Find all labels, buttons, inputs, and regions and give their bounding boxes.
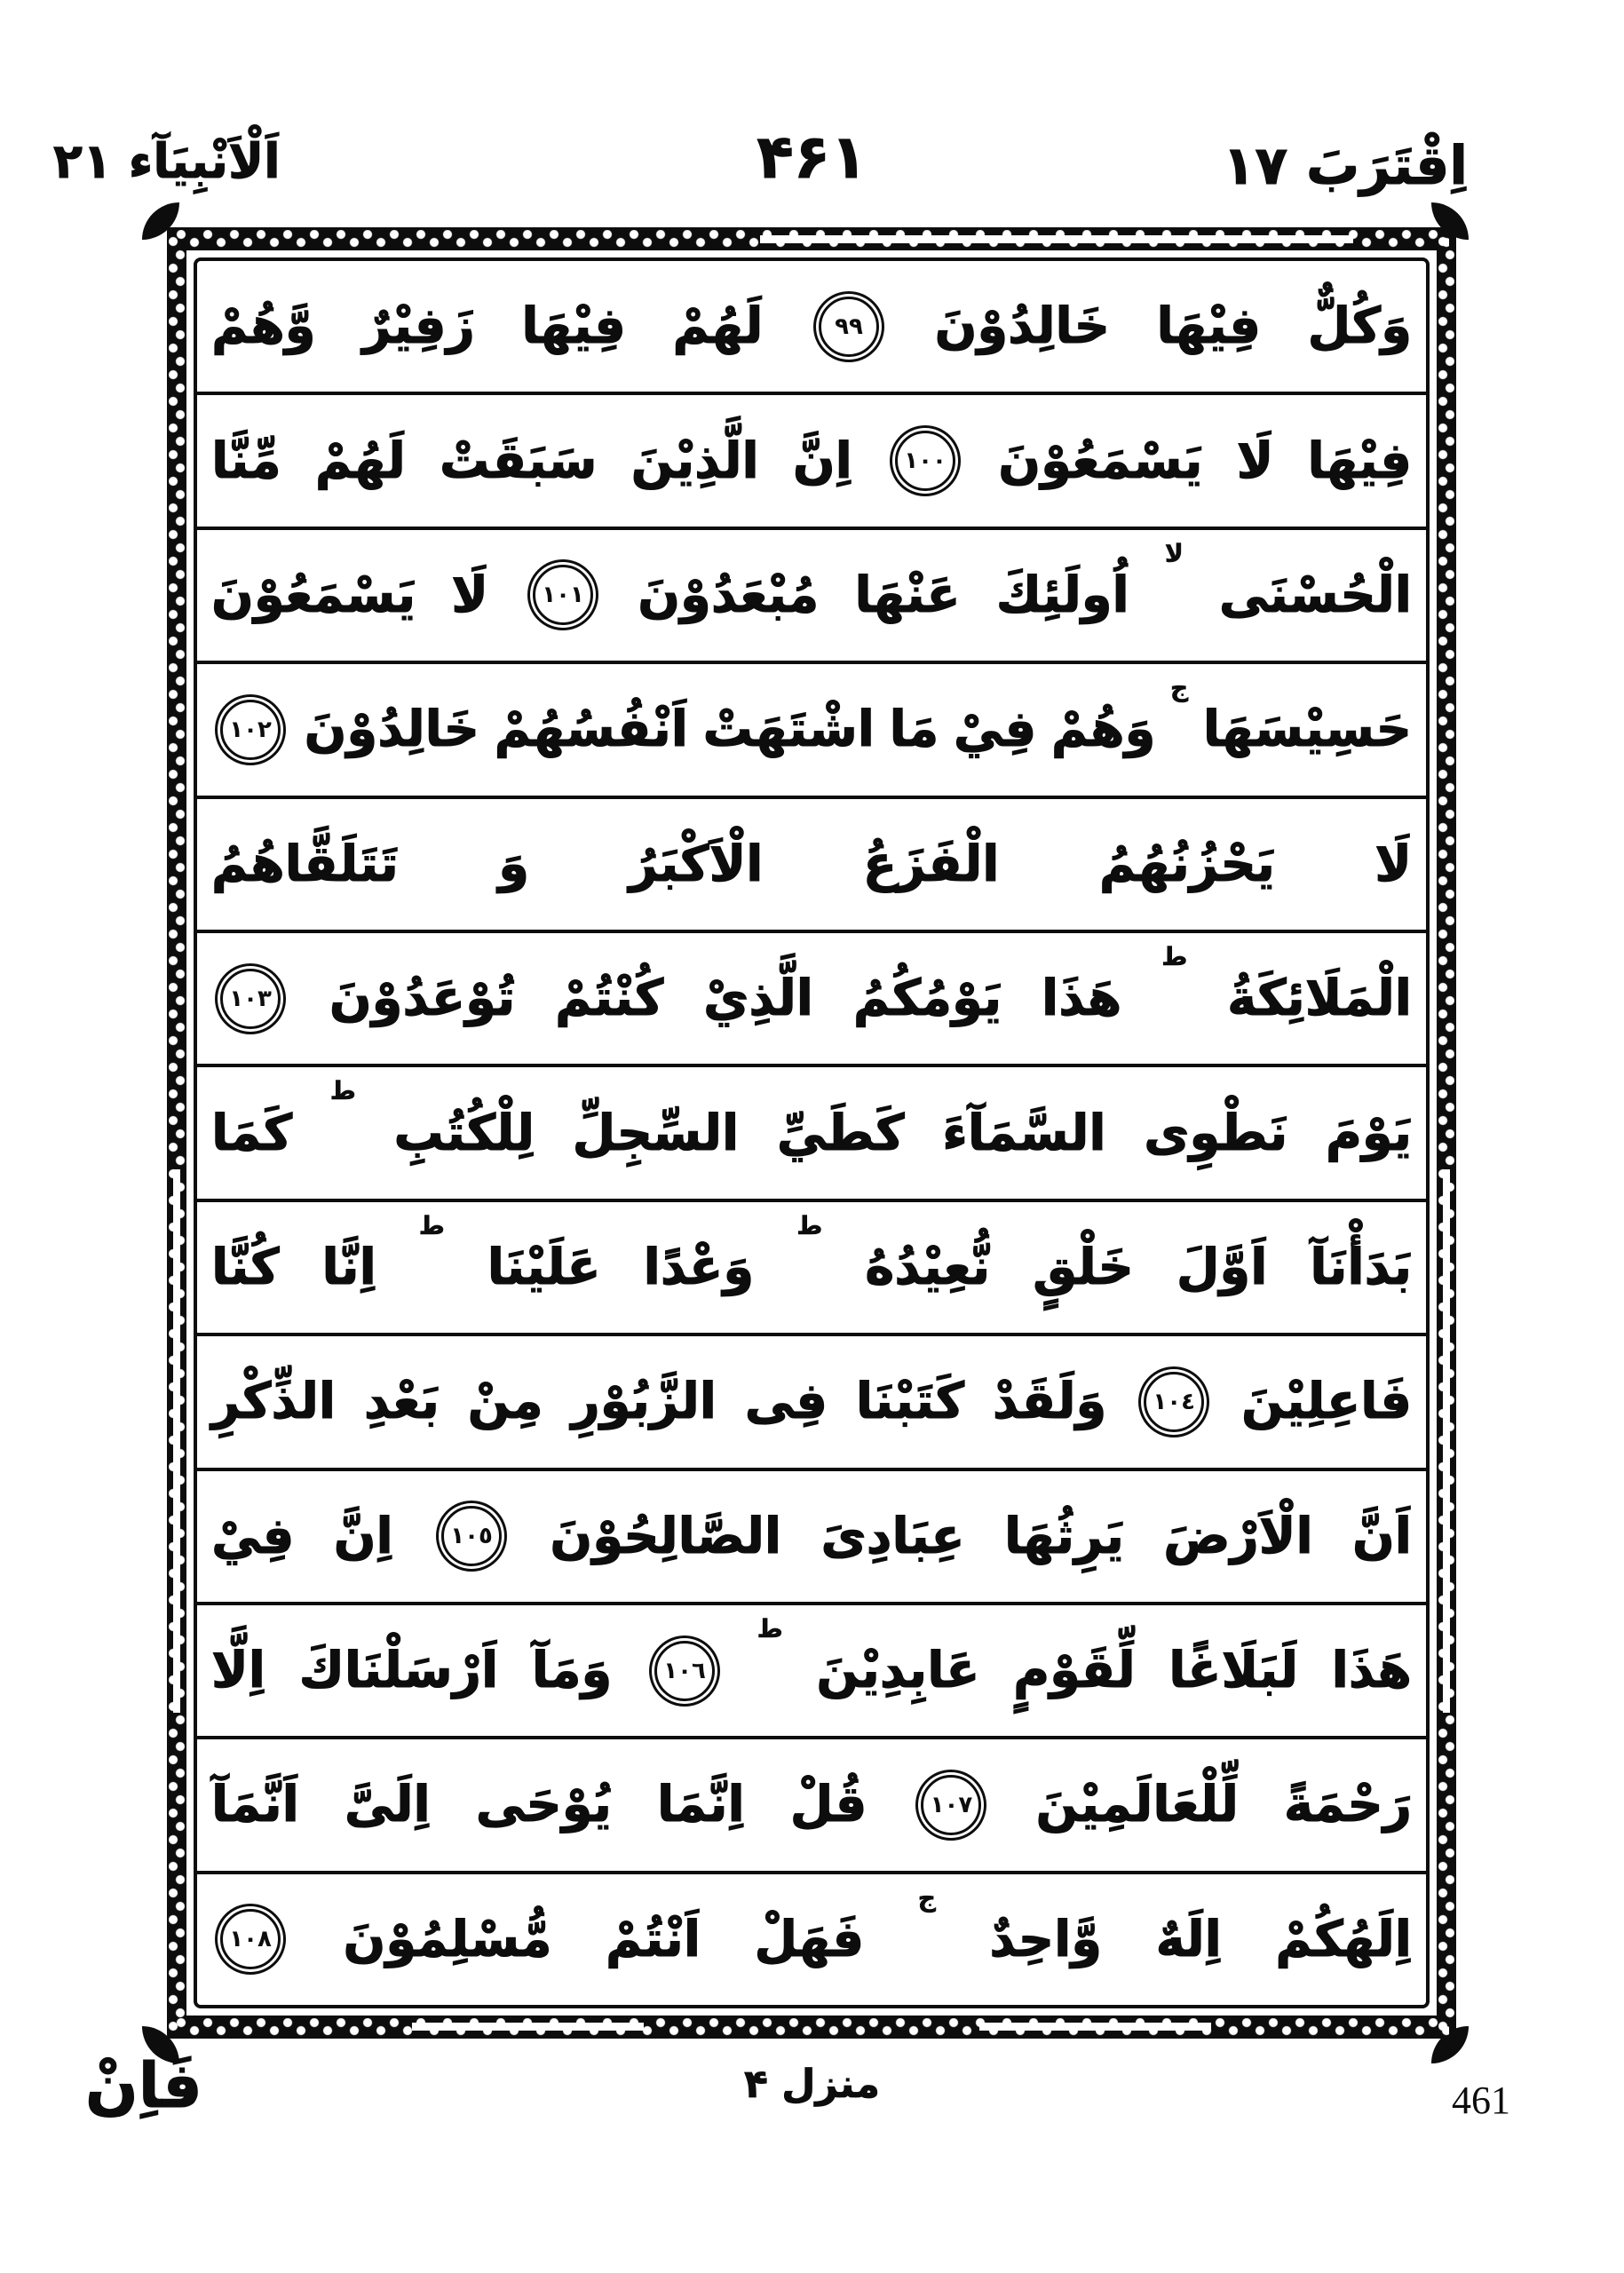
quran-word: فِيْ	[953, 701, 1037, 759]
verse-marker-rosette-icon	[533, 565, 593, 625]
quran-word: زَفِيْرٌ	[362, 297, 475, 356]
quran-word: لِلْكُتُبِ	[393, 1104, 535, 1162]
verse-marker-rosette-icon	[220, 700, 281, 760]
quran-word: اِلَىَّ	[344, 1776, 431, 1834]
quran-line	[197, 392, 1426, 526]
quran-word: لَا	[451, 566, 488, 624]
border-bar-bottom-right	[979, 2023, 1211, 2031]
quran-word: عَلَيْنَا	[487, 1238, 601, 1296]
quran-line	[197, 796, 1426, 930]
quran-word: وَلَقَدْ	[992, 1373, 1107, 1431]
verse-marker-rosette-icon	[654, 1641, 715, 1701]
quran-word: فِيْهَا	[521, 297, 626, 356]
border-bar-right	[1443, 1169, 1450, 1713]
waqf-mark: ط	[757, 1613, 783, 1643]
border-ornament-bottom	[174, 2018, 1449, 2036]
quran-word: حَسِيْسَهَا	[1202, 701, 1412, 759]
quran-word: الْفَزَعُ	[862, 835, 1000, 893]
quran-word: لَا	[1374, 835, 1412, 893]
quran-word: بَعْدِ	[363, 1373, 440, 1431]
quran-word: يَسْمَعُوْنَ	[998, 432, 1203, 490]
quran-word: خَلْقٍ	[1033, 1238, 1134, 1296]
quran-line	[197, 527, 1426, 661]
quran-word: اِنَّمَا	[656, 1776, 745, 1834]
waqf-mark: ط	[418, 1210, 445, 1240]
waqf-mark: ج	[917, 1882, 936, 1913]
juz-header: اِقْتَرَبَ ١٧	[1222, 135, 1468, 197]
surah-header: اَلْاَنْبِيَآء ٢١	[53, 133, 281, 189]
quran-word: لِّلْعَالَمِيْنَ	[1035, 1776, 1239, 1834]
quran-word: فِيْهَا	[1156, 297, 1262, 356]
quran-word: هَذَا	[1042, 970, 1122, 1028]
quran-word: يَحْزُنُهُمُ	[1098, 835, 1275, 893]
quran-word: اِلَهُكُمْ	[1275, 1910, 1412, 1968]
quran-word: عَنْهَا	[854, 566, 961, 624]
quran-word: الْمَلَائِكَةُ	[1227, 970, 1412, 1028]
quran-word: السِّجِلِّ	[572, 1104, 740, 1162]
quran-word: اُولَئِكَ	[995, 566, 1129, 624]
quran-word: يَوْمُكُمُ	[852, 970, 1002, 1028]
quran-word: يَرِثُهَا	[1003, 1507, 1124, 1565]
quran-line	[197, 1468, 1426, 1602]
verse-number: ١٠٢	[229, 716, 272, 743]
verse-number: ١٠١	[542, 582, 584, 609]
quran-word: اِنَّا	[321, 1238, 376, 1296]
waqf-mark: لا	[1164, 538, 1184, 568]
quran-line	[197, 1333, 1426, 1467]
quran-word: اَوَّلَ	[1176, 1238, 1268, 1296]
waqf-mark: ج	[1170, 673, 1189, 703]
border-ornament-left	[169, 234, 185, 2031]
verse-marker-rosette-icon	[1144, 1372, 1204, 1432]
verse-number: ١٠٤	[1153, 1388, 1195, 1415]
quran-word: مَا	[889, 701, 939, 759]
quran-word: اِلَّا	[211, 1642, 265, 1700]
quran-word: اَنْتُمْ	[606, 1910, 701, 1968]
quran-text-block	[194, 257, 1430, 2008]
page-number-arabic: ۴۶۱	[757, 123, 867, 193]
quran-word: اَنْفُسُهُمْ	[494, 701, 688, 759]
quran-word: السَّمَآءَ	[942, 1104, 1106, 1162]
border-ornament-right	[1438, 234, 1454, 2031]
quran-word: نُّعِيْدُهُ	[865, 1238, 991, 1296]
quran-word: الصَّالِحُوْنَ	[550, 1507, 782, 1565]
quran-word: اَنَّمَآ	[211, 1776, 299, 1834]
quran-word: مُبْعَدُوْنَ	[638, 566, 820, 624]
quran-word: يَوْمَ	[1325, 1104, 1412, 1162]
catchword: فَاِنْ	[85, 2049, 202, 2122]
verse-marker-rosette-icon	[895, 431, 955, 491]
frame-inner-margin	[186, 250, 1437, 2016]
quran-word: كُنَّا	[211, 1238, 280, 1296]
quran-word: فِيْهَا	[1307, 432, 1412, 490]
verse-number: ١٠٣	[229, 985, 272, 1012]
quran-word: وَمَآ	[531, 1642, 613, 1700]
manzil-label: منزل ۴	[744, 2062, 880, 2107]
verse-marker-rosette-icon	[441, 1506, 502, 1566]
quran-word: كَطَيِّ	[776, 1104, 905, 1162]
verse-number: ١٠٥	[450, 1523, 493, 1550]
quran-word: كَتَبْنَا	[855, 1373, 965, 1431]
verse-number: ١٠٨	[229, 1926, 272, 1953]
quran-line	[197, 1602, 1426, 1736]
quran-word: خَالِدُوْنَ	[304, 701, 479, 759]
quran-word: خَالِدُوْنَ	[934, 297, 1110, 356]
border-bar-top	[760, 235, 1353, 243]
quran-word: مِنْ	[467, 1373, 543, 1431]
quran-word: رَحْمَةً	[1283, 1776, 1412, 1834]
verse-number: ١٠٧	[930, 1791, 973, 1818]
quran-word: فِى	[744, 1373, 828, 1431]
quran-word: الْاَكْبَرُ	[629, 835, 764, 893]
quran-word: هَذَا	[1331, 1642, 1412, 1700]
quran-word: وَهُمْ	[1050, 701, 1156, 759]
quran-word: فَاعِلِيْنَ	[1240, 1373, 1412, 1431]
quran-word: اِنَّ	[792, 432, 852, 490]
quran-word: قُلْ	[789, 1776, 867, 1834]
border-bar-left	[173, 1169, 180, 1713]
quran-line	[197, 1199, 1426, 1333]
verse-number: ٩٩	[835, 313, 863, 340]
waqf-mark: ط	[796, 1210, 823, 1240]
quran-word: فِيْ	[211, 1507, 295, 1565]
quran-word: اشْتَهَتْ	[702, 701, 875, 759]
quran-line	[197, 930, 1426, 1064]
quran-word: لَبَلَاغًا	[1168, 1642, 1298, 1700]
quran-word: تُوْعَدُوْنَ	[329, 970, 516, 1028]
quran-word: عِبَادِىَ	[820, 1507, 965, 1565]
quran-word: وَعْدًا	[643, 1238, 755, 1296]
waqf-mark: ط	[1161, 941, 1188, 971]
quran-word: سَبَقَتْ	[439, 432, 598, 490]
waqf-mark: ط	[329, 1076, 356, 1106]
quran-word: وَّاحِدٌ	[989, 1910, 1103, 1968]
quran-word: الذِّكْرِ	[211, 1373, 337, 1431]
quran-word: يُوْحَى	[475, 1776, 612, 1834]
quran-line	[197, 661, 1426, 795]
quran-word: لِّقَوْمٍ	[1013, 1642, 1136, 1700]
quran-word: فَهَلْ	[754, 1910, 865, 1968]
verse-marker-rosette-icon	[819, 297, 879, 357]
verse-number: ١٠٠	[904, 447, 947, 475]
quran-word: الَّذِيْنَ	[630, 432, 759, 490]
quran-word: الْحُسْنَى	[1218, 566, 1412, 624]
quran-word: كُنْتُمْ	[555, 970, 664, 1028]
quran-word: عَابِدِيْنَ	[816, 1642, 980, 1700]
quran-line	[197, 1736, 1426, 1870]
quran-word: يَسْمَعُوْنَ	[211, 566, 416, 624]
quran-word: لَهُمْ	[672, 297, 764, 356]
quran-word: مِّنَّا	[211, 432, 281, 490]
quran-word: اِلَهٌ	[1155, 1910, 1222, 1968]
verse-marker-rosette-icon	[921, 1775, 981, 1835]
quran-word: وَّهُمْ	[211, 297, 316, 356]
quran-line	[197, 1871, 1426, 2005]
quran-word: بَدَأْنَآ	[1310, 1238, 1412, 1296]
page-number: 461	[1452, 2079, 1510, 2122]
quran-word: نَطْوِى	[1144, 1104, 1288, 1162]
verse-marker-rosette-icon	[220, 1909, 281, 1969]
quran-word: وَ	[498, 835, 529, 893]
quran-word: كَمَا	[211, 1104, 293, 1162]
verse-number: ١٠٦	[663, 1657, 706, 1684]
quran-word: اِنَّ	[333, 1507, 393, 1565]
border-bar-bottom-left	[412, 2023, 644, 2031]
decorative-border-frame	[167, 227, 1456, 2039]
quran-word: الَّذِيْ	[703, 970, 814, 1028]
quran-word: مُّسْلِمُوْنَ	[343, 1910, 552, 1968]
quran-word: اَرْسَلْنَاكَ	[298, 1642, 499, 1700]
quran-word: الْاَرْضَ	[1163, 1507, 1313, 1565]
quran-word: الزَّبُوْرِ	[571, 1373, 717, 1431]
quran-word: وَكُلٌّ	[1307, 297, 1412, 356]
quran-word: لَا	[1236, 432, 1274, 490]
quran-line	[197, 1064, 1426, 1198]
quran-line	[197, 261, 1426, 392]
quran-word: اَنَّ	[1352, 1507, 1412, 1565]
quran-word: تَتَلَقَّاهُمُ	[211, 835, 399, 893]
quran-word: لَهُمْ	[314, 432, 406, 490]
verse-marker-rosette-icon	[220, 969, 281, 1029]
